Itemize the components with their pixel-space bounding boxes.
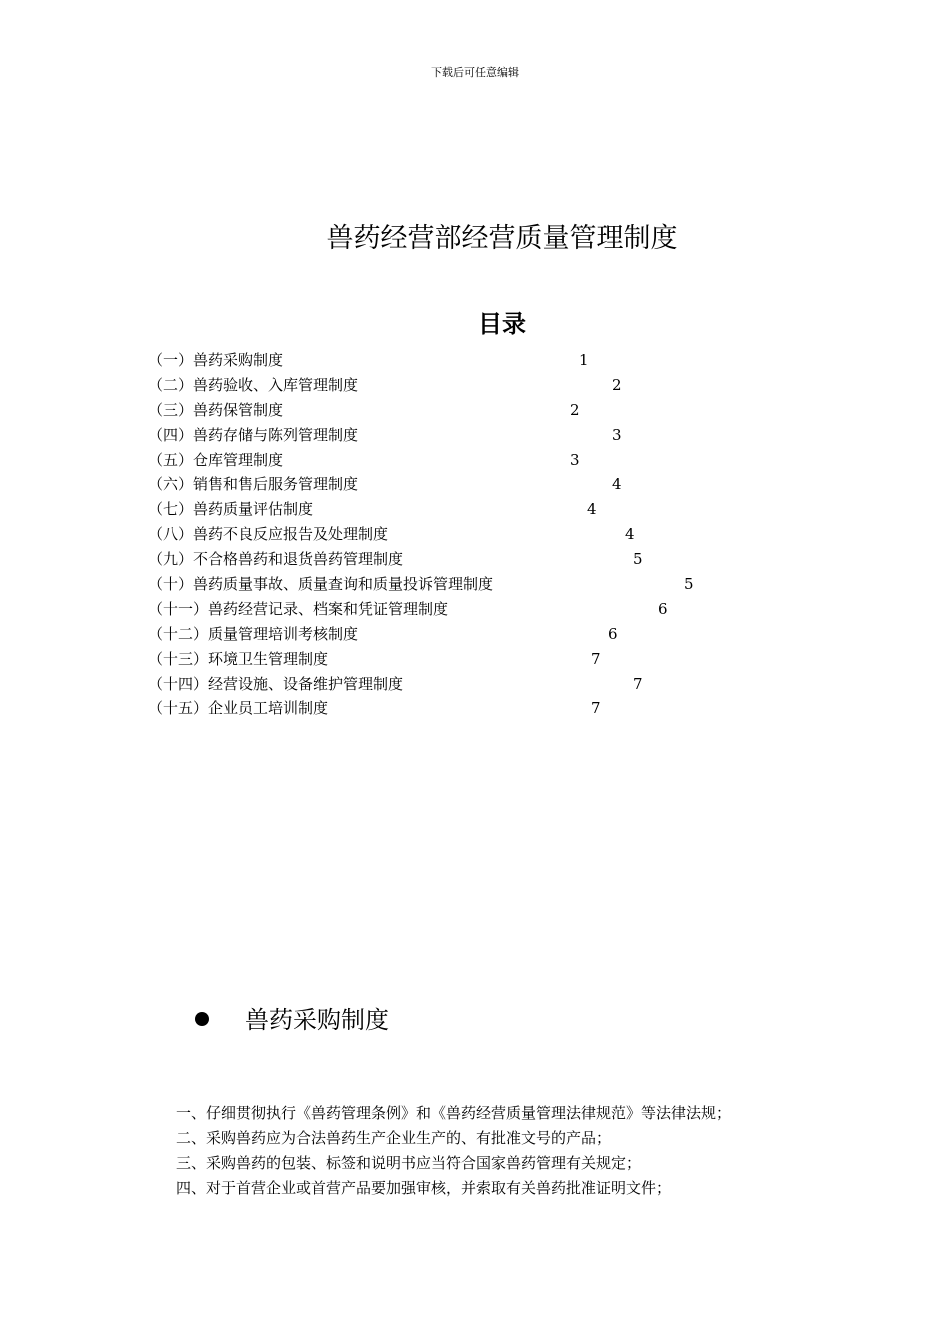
toc-entry[interactable]	[148, 472, 768, 497]
toc-heading: 目录	[478, 310, 526, 338]
toc-entry[interactable]	[148, 622, 768, 647]
toc-entry-page: 5	[684, 575, 694, 594]
toc-entry-label: （二）兽药验收、入库管理制度	[148, 375, 359, 394]
toc-entry-label: （七）兽药质量评估制度	[148, 500, 314, 519]
toc-entry[interactable]	[148, 647, 768, 672]
toc-entry-label: （十二）质量管理培训考核制度	[148, 624, 359, 643]
section-heading	[195, 1003, 389, 1037]
toc-entry-page: 6	[608, 624, 618, 643]
toc-entry-label: （九）不合格兽药和退货兽药管理制度	[148, 550, 404, 569]
toc-entry-page: 7	[591, 699, 601, 718]
toc-entry-page: 3	[570, 450, 580, 469]
toc-entry[interactable]	[148, 348, 768, 373]
toc-entry[interactable]	[148, 672, 768, 697]
toc-entry-page: 2	[612, 375, 622, 394]
toc-entry[interactable]	[148, 373, 768, 398]
document-title: 兽药经营部经营质量管理制度	[326, 223, 678, 255]
toc-entry-page: 4	[612, 475, 622, 494]
toc-entry[interactable]	[148, 572, 768, 597]
toc-entry[interactable]	[148, 448, 768, 473]
toc-entry-label: （八）兽药不良反应报告及处理制度	[148, 525, 389, 544]
toc-entry-label: （一）兽药采购制度	[148, 351, 284, 369]
toc-entry-label: （五）仓库管理制度	[148, 450, 284, 469]
toc-entry[interactable]	[148, 597, 768, 622]
toc-entry-label: （三）兽药保管制度	[148, 400, 284, 419]
toc-entry-label: （十一）兽药经营记录、档案和凭证管理制度	[148, 599, 449, 618]
toc-entry-page: 4	[625, 525, 635, 544]
section-heading-label: 兽药采购制度	[245, 1006, 389, 1034]
toc-entry-label: （十三）环境卫生管理制度	[148, 649, 329, 668]
toc-entry-page: 3	[612, 425, 622, 444]
toc-entry-page: 2	[570, 400, 580, 419]
toc-entry[interactable]	[148, 423, 768, 448]
toc-entry-page: 7	[591, 649, 601, 668]
toc-entry[interactable]	[148, 696, 768, 721]
clause-item: 二、采购兽药应为合法兽药生产企业生产的、有批准文号的产品；	[176, 1129, 612, 1147]
toc-entry[interactable]	[148, 522, 768, 547]
bullet-icon	[195, 1012, 209, 1026]
clause-item: 四、对于首营企业或首营产品要加强审核，并索取有关兽药批准证明文件；	[176, 1179, 672, 1197]
clause-item: 三、采购兽药的包装、标签和说明书应当符合国家兽药管理有关规定；	[176, 1154, 642, 1172]
toc-entry-label: （四）兽药存储与陈列管理制度	[148, 425, 359, 444]
toc-entry[interactable]	[148, 547, 768, 572]
toc-entry-label: （十）兽药质量事故、质量查询和质量投诉管理制度	[148, 575, 494, 594]
toc-entry-page: 7	[633, 674, 643, 693]
toc-entry-page: 5	[633, 550, 643, 569]
toc-entry[interactable]	[148, 497, 768, 522]
clause-item: 一、仔细贯彻执行《兽药管理条例》和《兽药经营质量管理法律规范》等法律法规；	[176, 1104, 732, 1122]
section-clauses	[176, 1101, 876, 1201]
toc-entry-label: （六）销售和售后服务管理制度	[148, 475, 359, 494]
toc-entry-page: 4	[587, 500, 597, 519]
table-of-contents	[148, 348, 768, 721]
toc-entry-page: 1	[579, 351, 589, 369]
toc-entry[interactable]	[148, 398, 768, 423]
toc-entry-label: （十五）企业员工培训制度	[148, 699, 329, 718]
toc-entry-label: （十四）经营设施、设备维护管理制度	[148, 674, 404, 693]
header-note: 下载后可任意编辑	[431, 66, 519, 79]
toc-entry-page: 6	[658, 599, 668, 618]
